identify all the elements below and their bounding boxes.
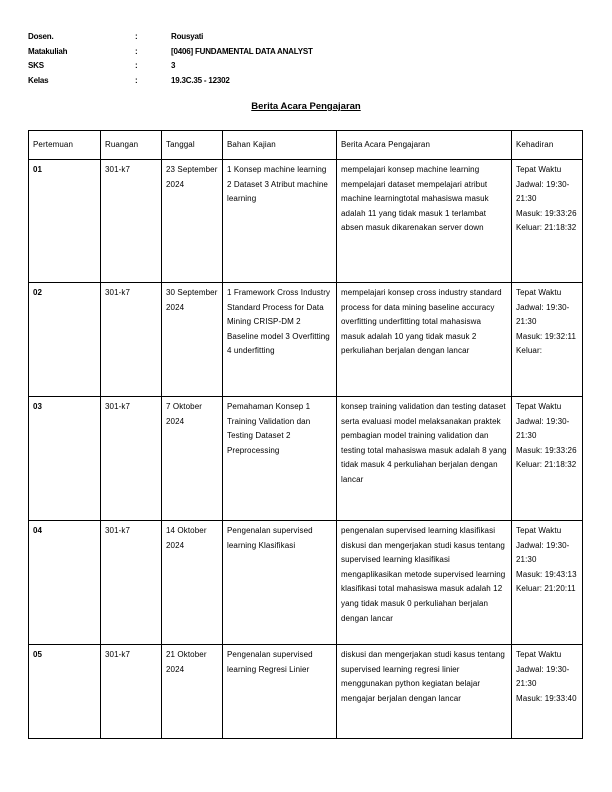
info-colon: : <box>135 46 138 56</box>
cell-ruangan: 301-k7 <box>101 283 162 397</box>
cell-pertemuan: 03 <box>29 397 101 521</box>
kehadiran-masuk: Masuk: 19:43:13 <box>516 569 577 579</box>
info-value: 3 <box>171 61 176 70</box>
table-header-row <box>29 131 583 160</box>
cell-berita-acara: diskusi dan mengerjakan studi kasus tentang supervised learning regresi linier menggunakan python kegiatan belajar mengajar berjalan dengan lancar <box>337 645 512 739</box>
table-row <box>29 645 583 739</box>
info-label: Dosen. <box>28 32 54 41</box>
kehadiran-jadwal: Jadwal: 19:30-21:30 <box>516 416 570 441</box>
kehadiran-jadwal: Jadwal: 19:30-21:30 <box>516 664 570 689</box>
kehadiran-keluar: Keluar: 21:18:32 <box>516 223 577 233</box>
kehadiran-keluar: Keluar: <box>516 346 543 356</box>
cell-bahan-kajian: Pemahaman Konsep 1 Training Validation dan Testing Dataset 2 Preprocessing <box>223 397 337 521</box>
info-label: SKS <box>28 61 44 70</box>
kehadiran-jadwal: Jadwal: 19:30-21:30 <box>516 179 570 204</box>
cell-kehadiran <box>512 645 583 739</box>
table-row <box>29 521 583 645</box>
kehadiran-masuk: Masuk: 19:32:11 <box>516 331 577 341</box>
kehadiran-keluar: Keluar: 21:18:32 <box>516 460 577 470</box>
table-row <box>29 397 583 521</box>
info-colon: : <box>135 61 138 70</box>
kehadiran-status: Tepat Waktu <box>516 165 562 174</box>
cell-tanggal: 14 Oktober 2024 <box>162 521 223 645</box>
info-row-kelas <box>28 74 313 89</box>
cell-pertemuan: 04 <box>29 521 101 645</box>
cell-tanggal: 23 September 2024 <box>162 160 223 283</box>
column-header-bahan-kajian: Bahan Kajian <box>223 131 337 160</box>
kehadiran-jadwal: Jadwal: 19:30-21:30 <box>516 540 570 565</box>
kehadiran-jadwal: Jadwal: 19:30-21:30 <box>516 302 570 327</box>
kehadiran-status: Tepat Waktu <box>516 288 562 297</box>
info-label: Kelas <box>28 75 49 85</box>
info-value: [0406] FUNDAMENTAL DATA ANALYST <box>171 46 313 56</box>
info-value: 19.3C.35 - 12302 <box>171 75 230 85</box>
course-info <box>28 30 313 88</box>
cell-pertemuan: 05 <box>29 645 101 739</box>
cell-ruangan: 301-k7 <box>101 645 162 739</box>
cell-tanggal: 30 September 2024 <box>162 283 223 397</box>
cell-bahan-kajian: Pengenalan supervised learning Regresi Linier <box>223 645 337 739</box>
kehadiran-masuk: Masuk: 19:33:40 <box>516 693 577 703</box>
cell-bahan-kajian: Pengenalan supervised learning Klasifikasi <box>223 521 337 645</box>
info-row-matakuliah <box>28 45 313 60</box>
column-header-tanggal: Tanggal <box>162 131 223 160</box>
cell-tanggal: 7 Oktober 2024 <box>162 397 223 521</box>
info-colon: : <box>135 32 138 41</box>
cell-kehadiran <box>512 283 583 397</box>
info-row-dosen <box>28 30 313 45</box>
cell-ruangan: 301-k7 <box>101 397 162 521</box>
column-header-kehadiran: Kehadiran <box>512 131 583 160</box>
kehadiran-status: Tepat Waktu <box>516 402 562 411</box>
cell-berita-acara: mempelajari konsep cross industry standard process for data mining baseline accuracy overfitting underfitting total mahasiswa masuk adalah 10 yang tidak masuk 2 perkuliahan berjalan dengan lancar <box>337 283 512 397</box>
cell-berita-acara: pengenalan supervised learning klasifikasi diskusi dan mengerjakan studi kasus tentang supervised learning klasifikasi mengaplikasikan metode supervised learning klasifikasi total mahasiswa masuk adalah 12 yang tidak masuk 0 perkuliahan berjalan dengan lancar <box>337 521 512 645</box>
kehadiran-masuk: Masuk: 19:33:26 <box>516 208 577 218</box>
info-value: Rousyati <box>171 32 204 41</box>
kehadiran-status: Tepat Waktu <box>516 526 562 535</box>
berita-acara-table <box>28 130 583 739</box>
cell-tanggal: 21 Oktober 2024 <box>162 645 223 739</box>
cell-pertemuan: 02 <box>29 283 101 397</box>
cell-berita-acara: mempelajari konsep machine learning mempelajari dataset mempelajari atribut machine learningtotal mahasiswa masuk adalah 11 yang tidak masuk 1 terlambat absen masuk dikarenakan server down <box>337 160 512 283</box>
column-header-ruangan: Ruangan <box>101 131 162 160</box>
cell-berita-acara: konsep training validation dan testing dataset serta evaluasi model melaksanakan praktek pembagian model training validation dan testing total mahasiswa masuk adalah 8 yang tidak masuk 4 perkuliahan berjalan dengan lancar <box>337 397 512 521</box>
info-colon: : <box>135 75 138 85</box>
cell-kehadiran <box>512 160 583 283</box>
cell-ruangan: 301-k7 <box>101 521 162 645</box>
table-row <box>29 283 583 397</box>
table-row <box>29 160 583 283</box>
info-row-sks <box>28 59 313 74</box>
cell-bahan-kajian: 1 Konsep machine learning 2 Dataset 3 Atribut machine learning <box>223 160 337 283</box>
cell-kehadiran <box>512 397 583 521</box>
kehadiran-masuk: Masuk: 19:33:26 <box>516 445 577 455</box>
cell-kehadiran <box>512 521 583 645</box>
cell-ruangan: 301-k7 <box>101 160 162 283</box>
kehadiran-status: Tepat Waktu <box>516 650 562 659</box>
column-header-berita-acara: Berita Acara Pengajaran <box>337 131 512 160</box>
page-title: Berita Acara Pengajaran <box>251 101 361 112</box>
column-header-pertemuan: Pertemuan <box>29 131 101 160</box>
info-label: Matakuliah <box>28 46 68 56</box>
kehadiran-keluar: Keluar: 21:20:11 <box>516 584 576 594</box>
cell-pertemuan: 01 <box>29 160 101 283</box>
cell-bahan-kajian: 1 Framework Cross Industry Standard Process for Data Mining CRISP-DM 2 Baseline model 3 Overfitting 4 underfitting <box>223 283 337 397</box>
